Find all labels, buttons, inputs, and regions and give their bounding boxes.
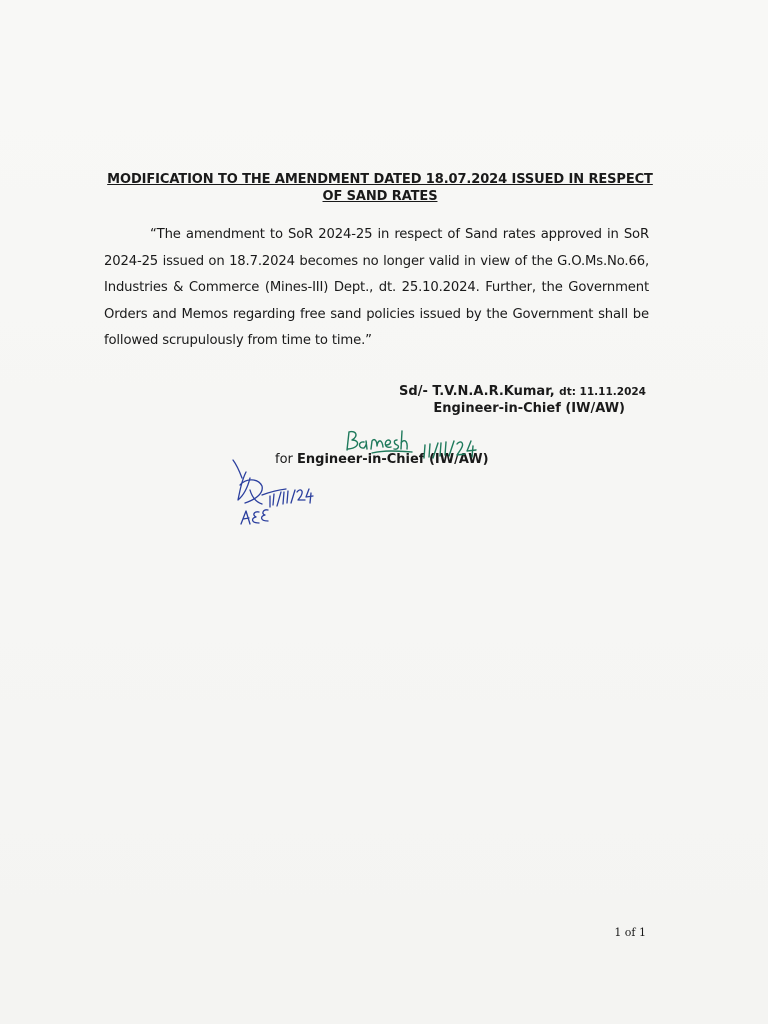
for-office: Engineer-in-Chief (IW/AW) [297, 452, 489, 467]
signature-name: Sd/- T.V.N.A.R.Kumar, [399, 384, 555, 399]
page-number: 1 of 1 [614, 926, 646, 939]
blue-handwritten-signature [233, 460, 313, 524]
for-prefix: for [275, 452, 293, 467]
green-handwritten-note [347, 431, 476, 458]
signature-designation: Engineer-in-Chief (IW/AW) [433, 401, 625, 416]
document-title: MODIFICATION TO THE AMENDMENT DATED 18.07.2024 ISSUED IN RESPECT OF SAND RATES [107, 172, 653, 204]
signature-date: dt: 11.11.2024 [559, 386, 646, 398]
document-body: “The amendment to SoR 2024-25 in respect of Sand rates approved in SoR 2024-25 issued on 18.7.2024 becomes no longer valid in view of the G.O.Ms.No.66, Industries & Commerce (Mines-III) Dept., dt. 25.10.2024. Further, the Government Orders and Memos regarding free sand policies issued by the Government shall be followed scrupulously from time to time.” [104, 227, 649, 348]
